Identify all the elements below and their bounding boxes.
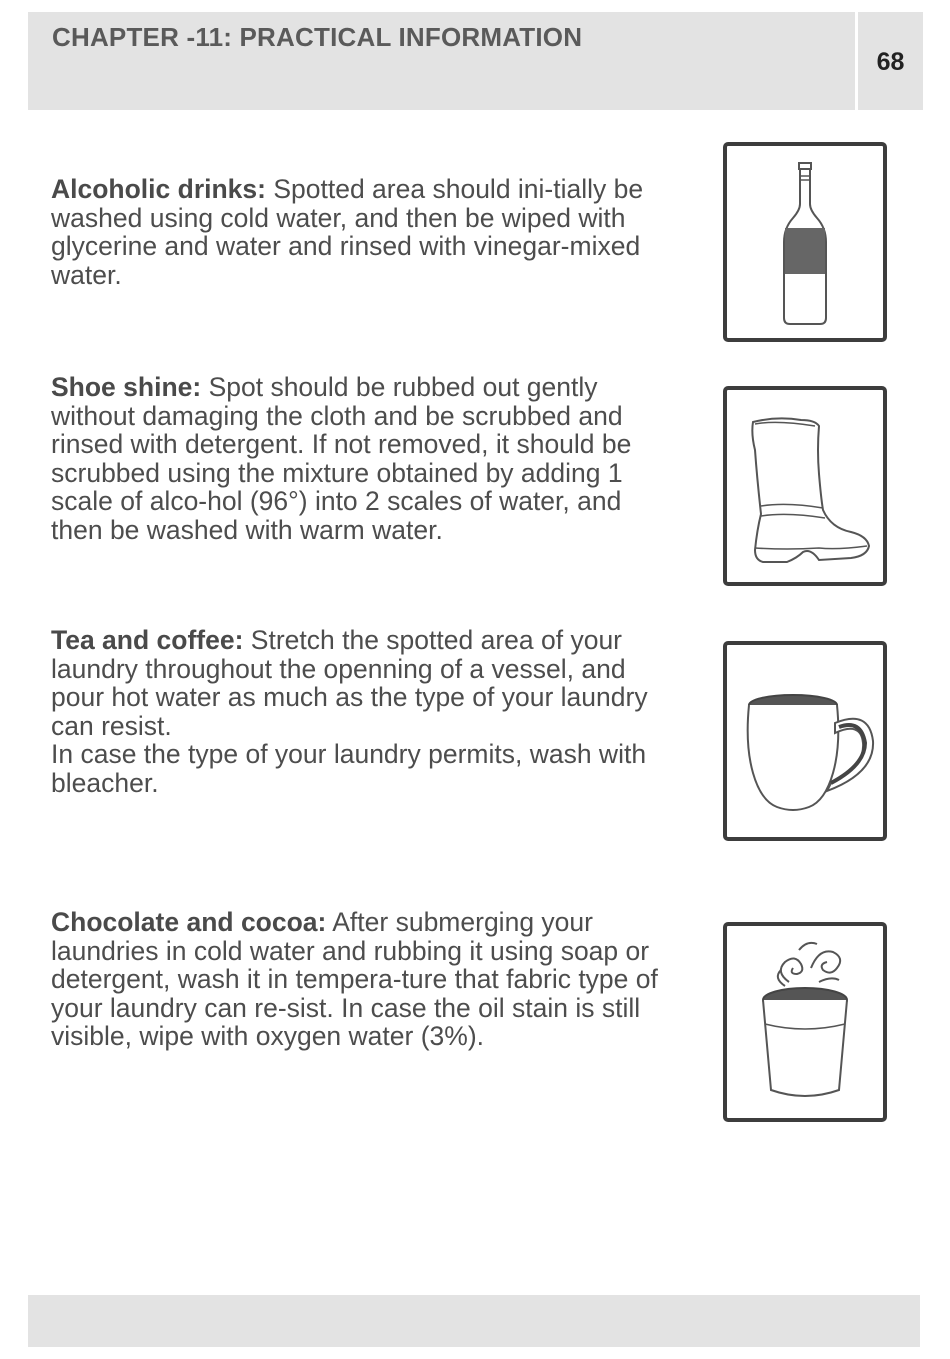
section-text: Spot should be rubbed out gently without damaging the cloth and be scrubbed and rinsed with detergent. If not removed, it should be scrubbed using the mixture obtained by adding 1 scale of alco-hol (96°) into 2 scales of water, and then be washed with warm water. <box>51 372 632 545</box>
section-text: Stretch the spotted area of your laundry throughout the openning of a vessel, and pour hot water as much as the type of your laundry can resist. <box>51 625 648 741</box>
section-text-continued: In case the type of your laundry permits, wash with bleacher. <box>51 739 647 798</box>
section-tea-and-coffee <box>51 626 666 798</box>
chapter-title: CHAPTER -11: PRACTICAL INFORMATION <box>52 22 583 52</box>
section-shoe-shine <box>51 373 666 545</box>
wine-bottle-icon <box>727 146 883 338</box>
section-heading: Shoe shine: <box>51 372 202 402</box>
page-number-box <box>855 12 923 110</box>
section-text: Spotted area should ini-tially be washed using cold water, and then be wiped with glycerine and water and rinsed with vinegar-mixed water. <box>51 174 644 290</box>
hot-cup-icon <box>727 926 883 1118</box>
boot-icon <box>727 390 883 582</box>
page-footer <box>28 1295 920 1347</box>
wine-bottle-icon-box <box>723 142 887 342</box>
section-chocolate-and-cocoa <box>51 908 666 1051</box>
boot-icon-box <box>723 386 887 586</box>
section-heading: Alcoholic drinks: <box>51 174 266 204</box>
page-header <box>28 12 920 110</box>
section-text: After submerging your laundries in cold water and rubbing it using soap or detergent, wash it in tempera-ture that fabric type of your laundry can re-sist. In case the oil stain is still visible, wipe with oxygen water (3%). <box>51 907 658 1052</box>
hot-cup-icon-box <box>723 922 887 1122</box>
section-alcoholic-drinks <box>51 175 666 289</box>
mug-icon <box>727 645 883 837</box>
section-heading: Tea and coffee: <box>51 625 244 655</box>
section-heading: Chocolate and cocoa: <box>51 907 327 937</box>
page-number: 68 <box>876 48 905 76</box>
mug-icon-box <box>723 641 887 841</box>
